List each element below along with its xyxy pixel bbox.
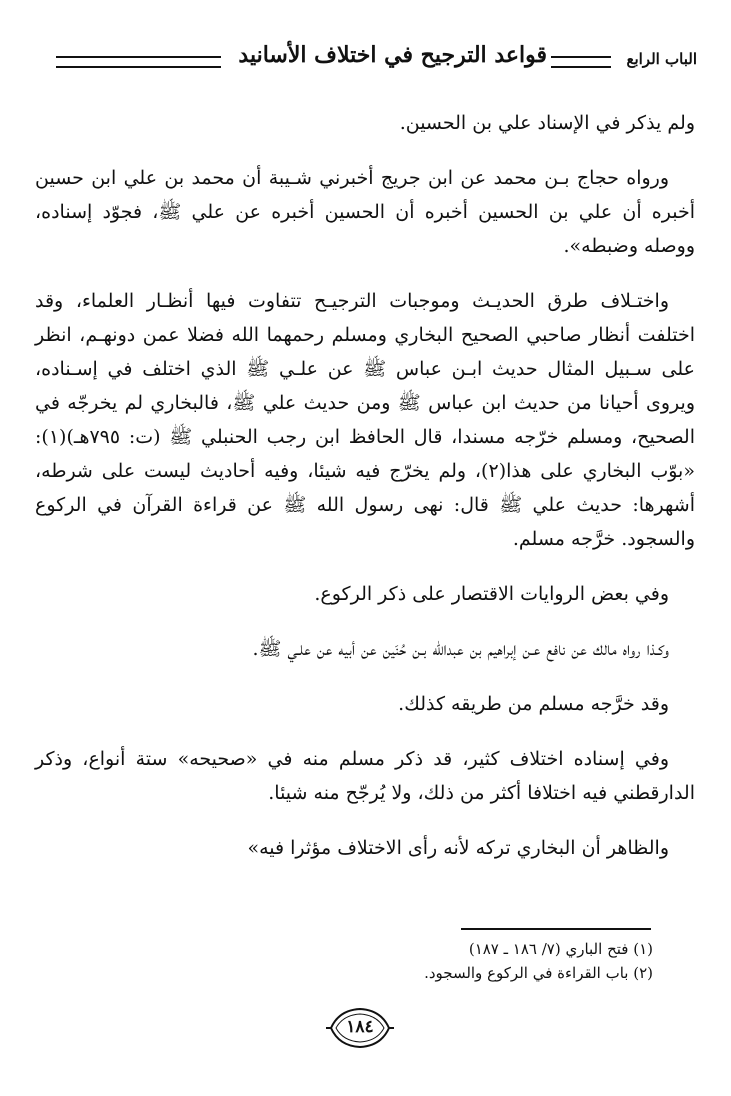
page-number-ornament xyxy=(325,1006,395,1050)
page-header xyxy=(56,40,697,84)
paragraph: ولم يذكر في الإسناد علي بن الحسين. xyxy=(399,112,695,134)
paragraph: وكـذا رواه مالك عن نافع عـن إبراهيم بن عبدالله بـن حُنَين عن أبيه عن علـي ﷺ. xyxy=(252,638,669,660)
paragraph: وفي إسناده اختلاف كثير، قد ذكر مسلم منه في «صحيحه» ستة أنواع، وذكر الدارقطني فيه اختلافا أكثر من ذلك، ولا يُرجّح منه شيئا. xyxy=(35,748,695,804)
paragraph: ورواه حجاج بـن محمد عن ابن جريج أخبرني شـيبة أن محمد بن علي ابن حسين أخبره أن علي بن الحسين أخبره أن الحسين أخبره عن علي ﷺ، فجوّد إسناده، ووصله وضبطه». xyxy=(35,167,695,257)
page-number: ١٨٤ xyxy=(346,1017,374,1037)
footnote: (٢) باب القراءة في الركوع والسجود. xyxy=(424,964,653,982)
paragraph: واختـلاف طرق الحديـث وموجبات الترجيـح تتفاوت فيها أنظـار العلماء، وقد اختلفت أنظار صاحبي الصحيح البخاري ومسلم رحمهما الله فضلا عمن دونهـم، انظر على سـبيل المثال حديث ابـن عباس ﷺ عن علـي ﷺ الذي اختلف في إسـناده، ويروى أحيانا من حديث ابن عباس ﷺ ومن حديث علي ﷺ، فالبخاري لم يخرجّه في الصحيح، ومسلم خرّجه مسندا، قال الحافظ ابن رجب الحنبلي ﷺ (ت: ٧٩٥هـ)(١): «بوّب البخاري على هذا(٢)، ولم يخرّج فيه شيئا، وفيه أحاديث ليست على شرطه، أشهرها: حديث علي ﷺ قال: نهى رسول الله ﷺ عن قراءة القرآن في الركوع والسجود. خرَّجه مسلم. xyxy=(35,290,695,550)
header-rule-left xyxy=(56,56,221,68)
paragraph: والظاهر أن البخاري تركه لأنه رأى الاختلاف مؤثرا فيه» xyxy=(247,837,669,859)
header-rule-right xyxy=(551,56,611,68)
main-text xyxy=(35,106,695,886)
footnote: (١) فتح الباري (٧/ ١٨٦ ـ ١٨٧) xyxy=(468,940,653,958)
footnotes xyxy=(33,937,653,985)
paragraph: وقد خرَّجه مسلم من طريقه كذلك. xyxy=(398,693,669,715)
paragraph: وفي بعض الروايات الاقتصار على ذكر الركوع. xyxy=(314,583,669,605)
footnote-separator xyxy=(461,928,651,930)
chapter-label: الباب الرابع xyxy=(626,50,697,68)
book-title: قواعد الترجيح في اختلاف الأسانيد xyxy=(238,42,547,68)
